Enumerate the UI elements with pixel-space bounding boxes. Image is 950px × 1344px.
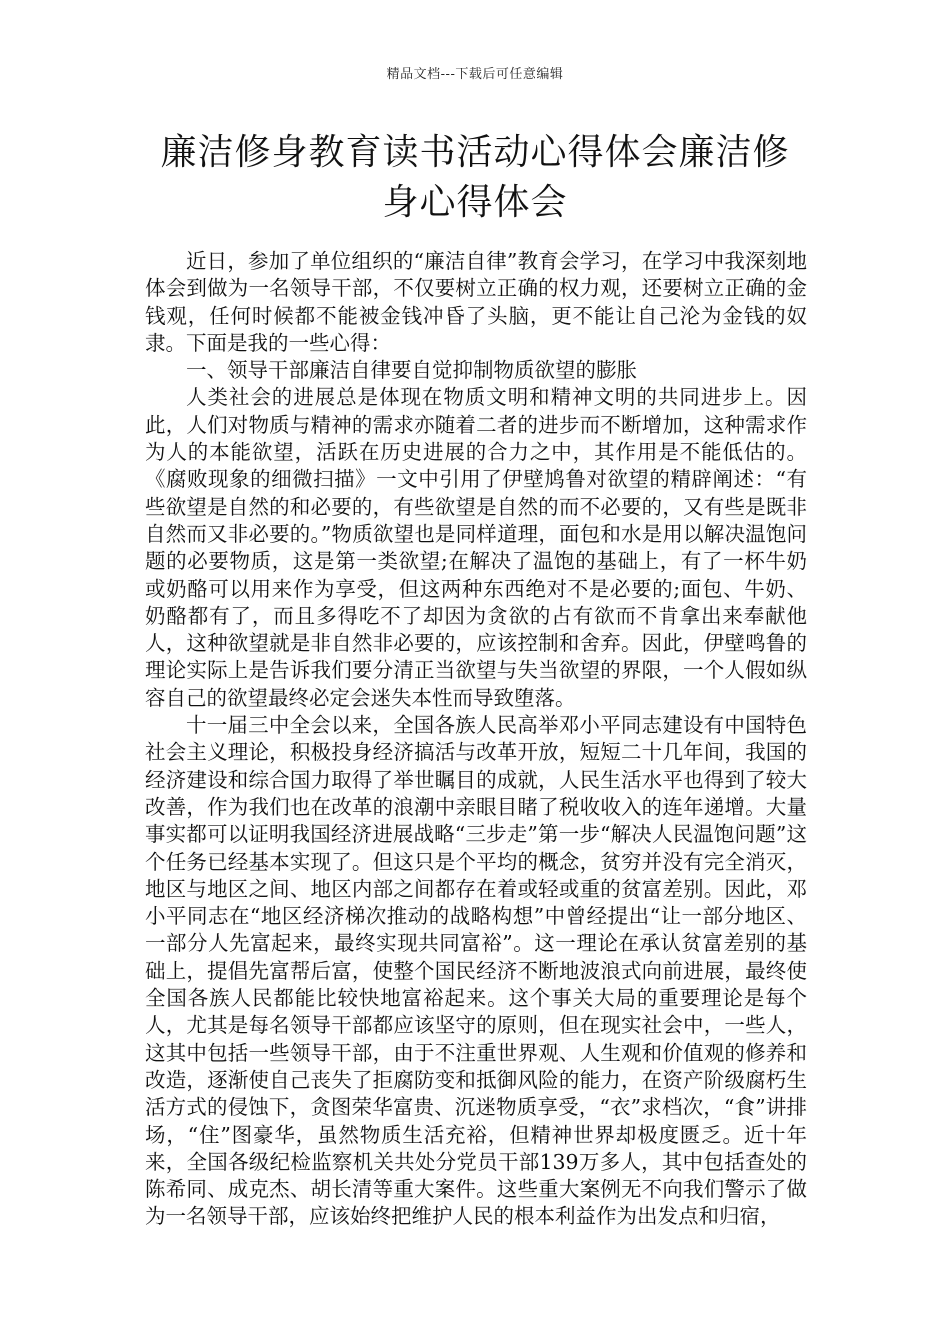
document-title: 廉洁修身教育读书活动心得体会廉洁修身心得体会	[160, 132, 790, 223]
paragraph-desire: 人类社会的进展总是体现在物质文明和精神文明的共同进步上。因此，人们对物质与精神的需求亦随着二者的进步而不断增加，这种需求作为人的本能欲望，活跃在历史进展的合力之中，其作用是不能低估的。《腐败现象的细微扫描》一文中引用了伊壁鸠鲁对欲望的精辟阐述：“有些欲望是自然的和必要的，有些欲望是自然的而不必要的，又有些是既非自然而又非必要的。”物质欲望也是同样道理，面包和水是用以解决温饱问题的必要物质，这是第一类欲望;在解决了温饱的基础上，有了一杯牛奶或奶酪可以用来作为享受，但这两种东西绝对不是必要的;面包、牛奶、奶酪都有了，而且多得吃不了却因为贪欲的占有欲而不肯拿出来奉献他人，这种欲望就是非自然非必要的，应该控制和舍弃。因此，伊壁鸣鲁的理论实际上是告诉我们要分清正当欲望与失当欲望的界限，一个人假如纵容自己的欲望最终必定会迷失本性而导致堕落。	[145, 385, 807, 710]
header-note: 精品文档---下载后可任意编辑	[386, 67, 564, 82]
section-heading: 一、领导干部廉洁自律要自觉抑制物质欲望的膨胀	[186, 358, 637, 383]
document-body	[145, 248, 807, 1231]
paragraph-reform: 十一届三中全会以来，全国各族人民高举邓小平同志建设有中国特色社会主义理论，积极投身经济搞活与改革开放，短短二十几年间，我国的经济建设和综合国力取得了举世瞩目的成就，人民生活水平也得到了较大改善，作为我们也在改革的浪潮中亲眼目睹了税收收入的连年递增。大量事实都可以证明我国经济进展战略“三步走”第一步“解决人民温饱问题”这个任务已经基本实现了。但这只是个平均的概念，贫穷并没有完全消灭，地区与地区之间、地区内部之间都存在着或轻或重的贫富差别。因此，邓小平同志在“地区经济梯次推动的战略构想”中曾经提出“让一部分地区、一部分人先富起来，最终实现共同富裕”。这一理论在承认贫富差别的基础上，提倡先富帮后富，使整个国民经济不断地波浪式向前进展，最终使全国各族人民都能比较快地富裕起来。这个事关大局的重要理论是每个人，尤其是每名领导干部都应该坚守的原则，但在现实社会中，一些人，这其中包括一些领导干部，由于不注重世界观、人生观和价值观的修养和改造，逐渐使自己丧失了拒腐防变和抵御风险的能力，在资产阶级腐朽生活方式的侵蚀下，贪图荣华富贵、沉迷物质享受，“衣”求档次，“食”讲排场，“住”图豪华，虽然物质生活充裕，但精神世界却极度匮乏。近十年来，全国各级纪检监察机关共处分党员干部139万多人，其中包括查处的陈希同、成克杰、胡长清等重大案件。这些重大案例无不向我们警示了做为一名领导干部，应该始终把维护人民的根本利益作为出发点和归宿，	[145, 713, 807, 1229]
paragraph-intro: 近日，参加了单位组织的“廉洁自律”教育会学习，在学习中我深刻地体会到做为一名领导干部，不仅要树立正确的权力观，还要树立正确的金钱观，任何时候都不能被金钱冲昏了头脑，更不能让自己沦为金钱的奴隶。下面是我的一些心得：	[145, 249, 807, 355]
